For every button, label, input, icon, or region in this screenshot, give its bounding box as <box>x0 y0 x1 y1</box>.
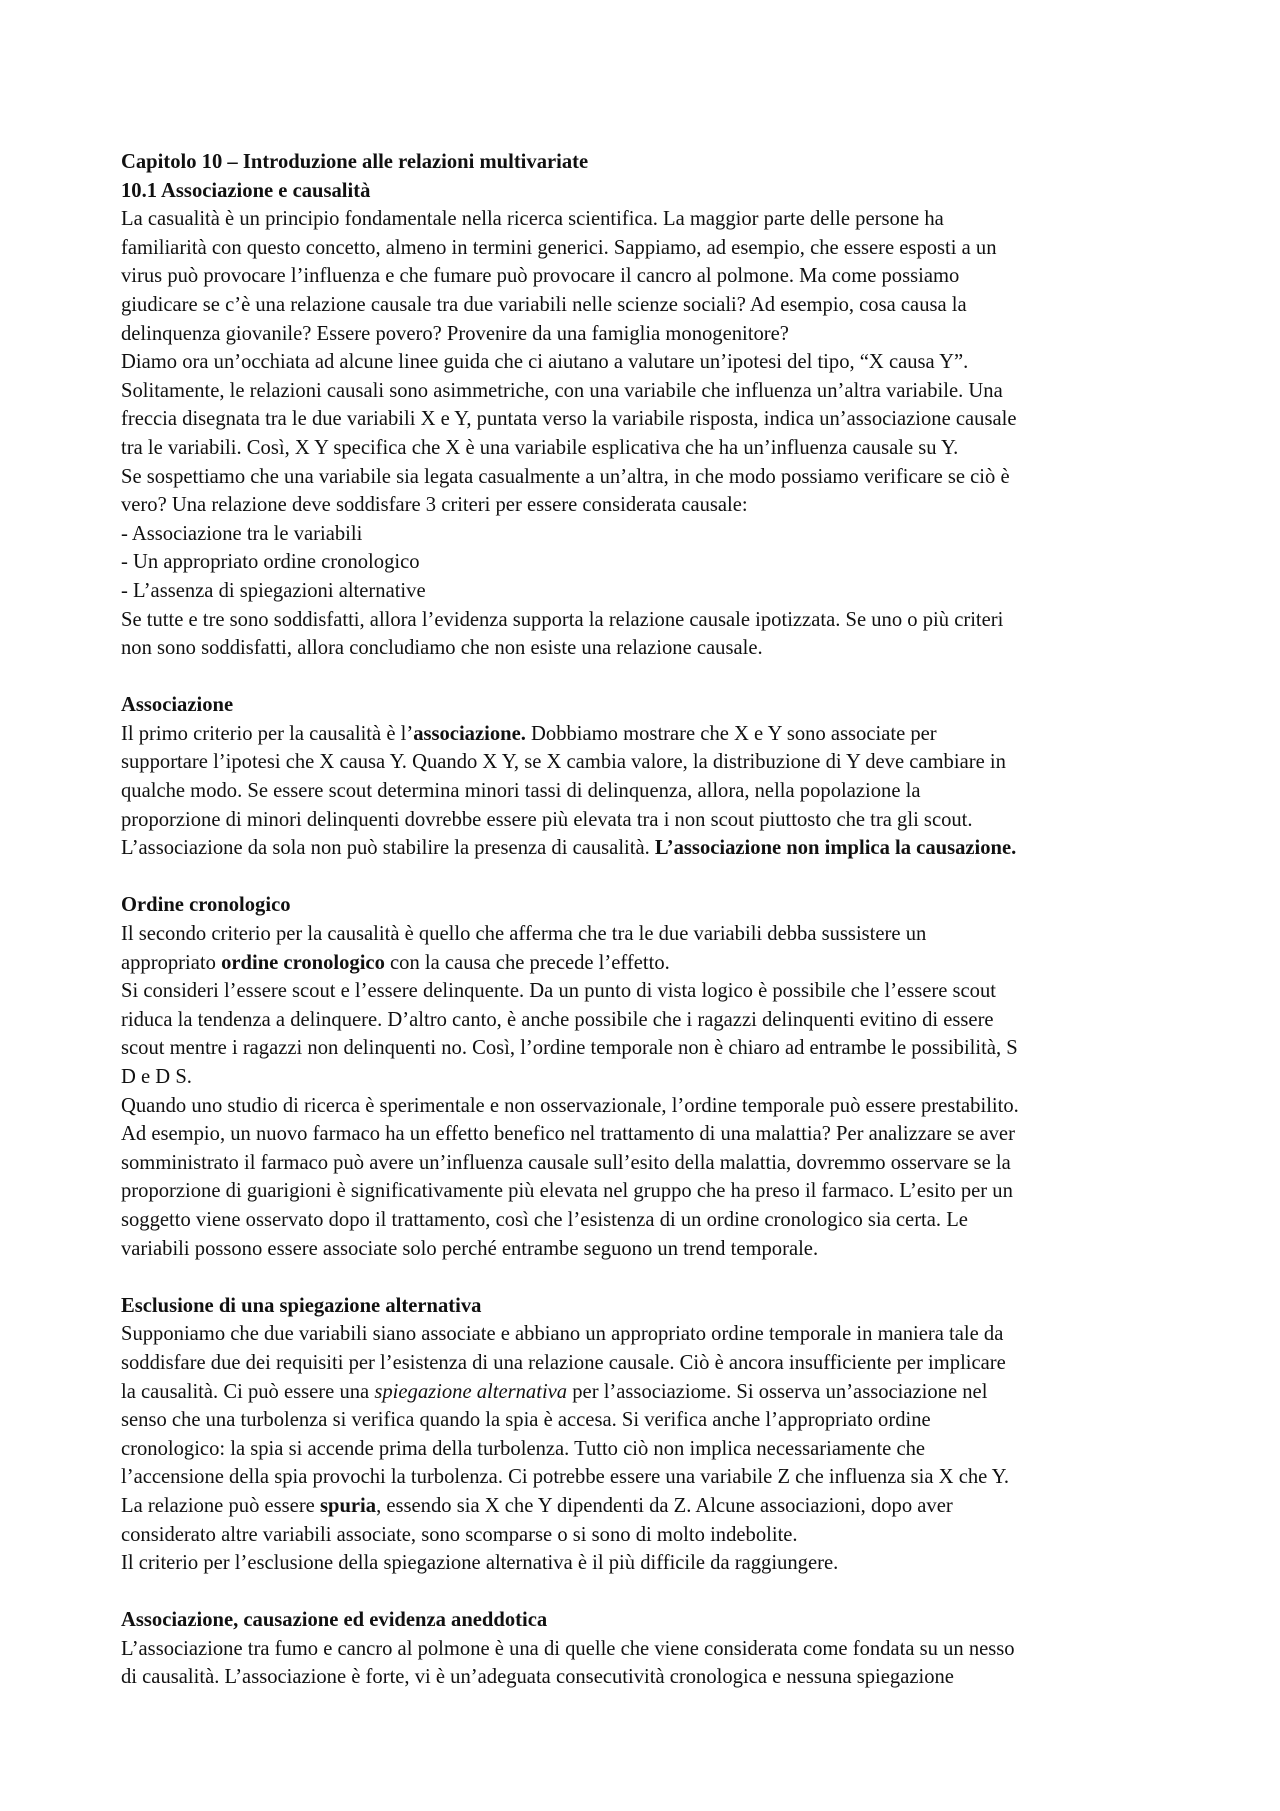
text-line: somministrato il farmaco può avere un’influenza causale sull’esito della malattia, dovremmo osservare se la <box>121 1151 1011 1174</box>
text-line: Quando uno studio di ricerca è sperimentale e non osservazionale, l’ordine temporale può essere prestabilito. <box>121 1094 1019 1117</box>
bold-statement: L’associazione non implica la causazione. <box>654 837 1017 860</box>
text-line <box>121 1378 1171 1407</box>
text-line: virus può provocare l’influenza e che fumare può provocare il cancro al polmone. Ma come possiamo <box>121 265 960 288</box>
text-line: Il criterio per l’esclusione della spiegazione alternativa è il più difficile da raggiungere. <box>121 1552 839 1575</box>
chronology-section <box>121 891 1171 1263</box>
section-heading: Ordine cronologico <box>121 894 291 917</box>
section-heading: Esclusione di una spiegazione alternativa <box>121 1294 482 1317</box>
intro-paragraph <box>121 205 1171 663</box>
text-line: qualche modo. Se essere scout determina minori tassi di delinquenza, allora, nella popolazione la <box>121 780 921 803</box>
text-line: variabili possono essere associate solo perché entrambe seguono un trend temporale. <box>121 1237 819 1260</box>
text-run: con la causa che precede l’effetto. <box>384 951 670 974</box>
text-line: considerato altre variabili associate, sono scomparse o si sono di molto indebolite. <box>121 1523 798 1546</box>
text-line: Supponiamo che due variabili siano associate e abbiano un appropriato ordine temporale in maniera tale da <box>121 1323 1004 1346</box>
text-line: vero? Una relazione deve soddisfare 3 criteri per essere considerata causale: <box>121 494 748 517</box>
alternative-explanation-section <box>121 1292 1171 1578</box>
text-run: La relazione può essere <box>121 1494 320 1517</box>
text-line <box>121 834 1171 863</box>
text-line: delinquenza giovanile? Essere povero? Provenire da una famiglia monogenitore? <box>121 322 789 345</box>
text-run: appropriato <box>121 951 222 974</box>
text-line: soggetto viene osservato dopo il trattamento, così che l’esistenza di un ordine cronologico sia certa. Le <box>121 1208 968 1231</box>
paragraph-spacer <box>121 1263 1171 1292</box>
text-line: senso che una turbolenza si verifica quando la spia è accesa. Si verifica anche l’appropriato ordine <box>121 1409 931 1432</box>
text-line <box>121 720 1171 749</box>
text-line: non sono soddisfatti, allora concludiamo che non esiste una relazione causale. <box>121 637 763 660</box>
text-run: Dobbiamo mostrare che X e Y sono associate per <box>525 722 937 745</box>
paragraph-spacer <box>121 1578 1171 1607</box>
text-line: Il secondo criterio per la causalità è quello che afferma che tra le due variabili debba sussistere un <box>121 923 927 946</box>
criteria-list-item: - Associazione tra le variabili <box>121 522 363 545</box>
chapter-title: Capitolo 10 – Introduzione alle relazioni multivariate <box>121 151 589 173</box>
text-line: supportare l’ipotesi che X causa Y. Quando X Y, se X cambia valore, la distribuzione di Y deve cambiare in <box>121 751 1006 774</box>
text-line: di causalità. L’associazione è forte, vi è un’adeguata consecutività cronologica e nessuna spiegazione <box>121 1666 954 1689</box>
text-line: Se tutte e tre sono soddisfatti, allora l’evidenza supporta la relazione causale ipotizzata. Se uno o più criteri <box>121 608 1004 631</box>
section-title: 10.1 Associazione e causalità <box>121 179 371 202</box>
text-run: la causalità. Ci può essere una <box>121 1380 375 1403</box>
text-run: Il primo criterio per la causalità è l’ <box>121 722 414 745</box>
text-line: proporzione di guarigioni è significativamente più elevata nel gruppo che ha preso il farmaco. L’esito per un <box>121 1180 1013 1203</box>
text-line: Solitamente, le relazioni causali sono asimmetriche, con una variabile che influenza un’altra variabile. Una <box>121 379 1003 402</box>
bold-term: ordine cronologico <box>221 951 385 974</box>
text-line: riduca la tendenza a delinquere. D’altro canto, è anche possibile che i ragazzi delinquenti evitino di essere <box>121 1008 994 1031</box>
section-heading: Associazione, causazione ed evidenza aneddotica <box>121 1609 548 1632</box>
text-line: tra le variabili. Così, X Y specifica che X è una variabile esplicativa che ha un’influenza causale su Y. <box>121 436 959 459</box>
paragraph-spacer <box>121 863 1171 892</box>
paragraph-spacer <box>121 663 1171 692</box>
section-heading: Associazione <box>121 694 234 717</box>
text-line: Si consideri l’essere scout e l’essere delinquente. Da un punto di vista logico è possibile che l’essere scout <box>121 980 996 1003</box>
text-line: proporzione di minori delinquenti dovrebbe essere più elevata tra i non scout piuttosto che tra gli scout. <box>121 808 973 831</box>
italic-term: spiegazione alternativa <box>374 1380 568 1403</box>
text-line: l’accensione della spia provochi la turbolenza. Ci potrebbe essere una variabile Z che influenza sia X che Y. <box>121 1466 1010 1489</box>
text-line: La casualità è un principio fondamentale nella ricerca scientifica. La maggior parte delle persone ha <box>121 208 944 231</box>
text-line: Ad esempio, un nuovo farmaco ha un effetto benefico nel trattamento di una malattia? Per analizzare se aver <box>121 1123 1015 1146</box>
text-line: scout mentre i ragazzi non delinquenti no. Così, l’ordine temporale non è chiaro ad entrambe le possibilità, S <box>121 1037 1018 1060</box>
text-line: L’associazione tra fumo e cancro al polmone è una di quelle che viene considerata come fondata su un nesso <box>121 1637 1015 1660</box>
text-line: giudicare se c’è una relazione causale tra due variabili nelle scienze sociali? Ad esempio, cosa causa la <box>121 293 967 316</box>
criteria-list-item: - L’assenza di spiegazioni alternative <box>121 579 426 602</box>
text-run: L’associazione da sola non può stabilire la presenza di causalità. <box>121 837 655 860</box>
text-line <box>121 949 1171 978</box>
criteria-list-item: - Un appropriato ordine cronologico <box>121 551 420 574</box>
text-line: Se sospettiamo che una variabile sia legata casualmente a un’altra, in che modo possiamo verificare se ciò è <box>121 465 1010 488</box>
text-line: familiarità con questo concetto, almeno in termini generici. Sappiamo, ad esempio, che essere esposti a un <box>121 236 997 259</box>
text-run: , essendo sia X che Y dipendenti da Z. Alcune associazioni, dopo aver <box>376 1494 953 1517</box>
association-section <box>121 691 1171 863</box>
text-line: D e D S. <box>121 1066 192 1088</box>
anecdotal-evidence-section <box>121 1606 1171 1692</box>
bold-term: associazione. <box>413 722 526 745</box>
text-line: cronologico: la spia si accende prima della turbolenza. Tutto ciò non implica necessariamente che <box>121 1437 926 1460</box>
bold-term: spuria <box>319 1494 377 1517</box>
text-line: soddisfare due dei requisiti per l’esistenza di una relazione causale. Ciò è ancora insufficiente per implicare <box>121 1351 1006 1374</box>
text-line <box>121 1492 1171 1521</box>
text-line: freccia disegnata tra le due variabili X e Y, puntata verso la variabile risposta, indica un’associazione causale <box>121 408 1017 431</box>
document-page <box>121 148 1171 1692</box>
text-line: Diamo ora un’occhiata ad alcune linee guida che ci aiutano a valutare un’ipotesi del tipo, “X causa Y”. <box>121 351 969 374</box>
text-run: per l’associaziome. Si osserva un’associazione nel <box>567 1380 988 1403</box>
